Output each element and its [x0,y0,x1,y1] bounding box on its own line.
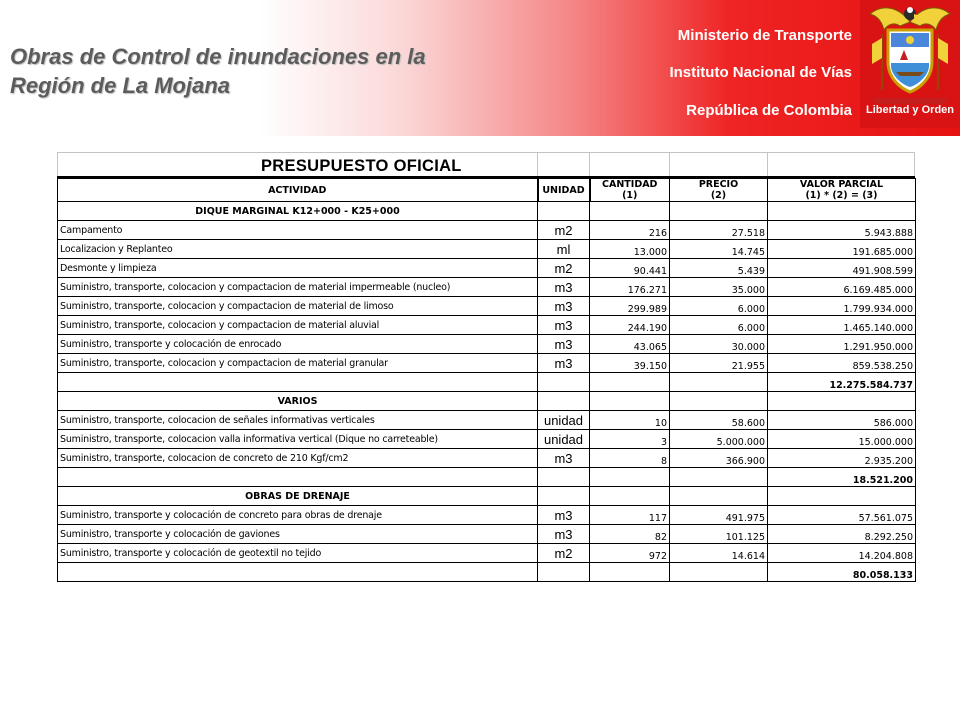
table-row [58,411,916,430]
unit-cell: m2 [538,544,590,563]
subtotal-value: 80.058.133 [768,563,916,582]
unit-cell: unidad [538,430,590,449]
activity-cell: Suministro, transporte, colocacion y compactacion de material granular [58,354,538,373]
slide-title [10,42,510,100]
price-cell: 366.900 [670,449,768,468]
quantity-cell: 176.271 [590,278,670,297]
price-cell: 6.000 [670,297,768,316]
price-cell: 101.125 [670,525,768,544]
unit-cell: m3 [538,316,590,335]
quantity-cell: 3 [590,430,670,449]
subtotal-value: 18.521.200 [768,468,916,487]
value-cell: 191.685.000 [768,240,916,259]
price-cell: 6.000 [670,316,768,335]
quantity-cell: 39.150 [590,354,670,373]
activity-cell: Desmonte y limpieza [58,259,538,278]
quantity-cell: 244.190 [590,316,670,335]
value-cell: 6.169.485.000 [768,278,916,297]
subtotal-row [58,468,916,487]
quantity-cell: 8 [590,449,670,468]
coat-of-arms-seal [860,0,960,128]
table-row [58,335,916,354]
table-row [58,430,916,449]
price-cell: 491.975 [670,506,768,525]
activity-cell: Suministro, transporte y colocación de gaviones [58,525,538,544]
subtotal-row [58,563,916,582]
section-title: VARIOS [58,392,538,411]
column-header-row [58,179,916,202]
table-row [58,544,916,563]
col-unit: UNIDAD [538,179,590,202]
unit-cell: m3 [538,278,590,297]
value-cell: 2.935.200 [768,449,916,468]
unit-cell: unidad [538,411,590,430]
price-cell: 14.745 [670,240,768,259]
section-header-row [58,202,916,221]
activity-cell: Suministro, transporte y colocación de enrocado [58,335,538,354]
activity-cell: Campamento [58,221,538,240]
price-cell: 21.955 [670,354,768,373]
unit-cell: ml [538,240,590,259]
table-row [58,278,916,297]
slide-title-line-1: Obras de Control de inundaciones en la [10,44,426,69]
price-cell: 27.518 [670,221,768,240]
slide-title-line-2: Región de La Mojana [10,73,231,98]
price-cell: 5.439 [670,259,768,278]
table-row [58,259,916,278]
quantity-cell: 13.000 [590,240,670,259]
table-row [58,316,916,335]
institute-label: Instituto Nacional de Vías [669,64,852,81]
activity-cell: Suministro, transporte y colocación de concreto para obras de drenaje [58,506,538,525]
activity-cell: Suministro, transporte, colocacion y compactacion de material de limoso [58,297,538,316]
unit-cell: m3 [538,335,590,354]
activity-cell: Localizacion y Replanteo [58,240,538,259]
section-header-row [58,487,916,506]
activity-cell: Suministro, transporte, colocacion de señales informativas verticales [58,411,538,430]
value-cell: 1.291.950.000 [768,335,916,354]
ministry-label: Ministerio de Transporte [677,27,852,44]
price-cell: 14.614 [670,544,768,563]
activity-cell: Suministro, transporte, colocacion y compactacion de material aluvial [58,316,538,335]
value-cell: 8.292.250 [768,525,916,544]
activity-cell: Suministro, transporte y colocación de geotextil no tejido [58,544,538,563]
budget-title: PRESUPUESTO OFICIAL [261,157,462,175]
col-quantity: CANTIDAD (1) [590,179,670,202]
value-cell: 1.465.140.000 [768,316,916,335]
col-price: PRECIO (2) [670,179,768,202]
quantity-cell: 82 [590,525,670,544]
table-row [58,449,916,468]
quantity-cell: 43.065 [590,335,670,354]
unit-cell: m3 [538,525,590,544]
unit-cell: m3 [538,354,590,373]
quantity-cell: 10 [590,411,670,430]
table-row [58,354,916,373]
section-header-row [58,392,916,411]
quantity-cell: 90.441 [590,259,670,278]
seal-motto: Libertad y Orden [865,104,955,116]
budget-title-row [57,152,915,178]
activity-cell: Suministro, transporte, colocacion de concreto de 210 Kgf/cm2 [58,449,538,468]
activity-cell: Suministro, transporte, colocacion y compactacion de material impermeable (nucleo) [58,278,538,297]
value-cell: 491.908.599 [768,259,916,278]
unit-cell: m2 [538,221,590,240]
table-row [58,297,916,316]
slide-header [0,0,960,136]
unit-cell: m3 [538,506,590,525]
table-row [58,506,916,525]
budget-table [57,178,916,582]
col-partial-value: VALOR PARCIAL (1) * (2) = (3) [768,179,916,202]
value-cell: 1.799.934.000 [768,297,916,316]
price-cell: 5.000.000 [670,430,768,449]
quantity-cell: 117 [590,506,670,525]
subtotal-value: 12.275.584.737 [768,373,916,392]
col-activity: ACTIVIDAD [58,179,538,202]
quantity-cell: 972 [590,544,670,563]
price-cell: 58.600 [670,411,768,430]
quantity-cell: 216 [590,221,670,240]
value-cell: 15.000.000 [768,430,916,449]
colombia-coat-of-arms-icon [860,0,960,104]
value-cell: 859.538.250 [768,354,916,373]
republic-label: República de Colombia [686,102,852,119]
table-row [58,221,916,240]
value-cell: 586.000 [768,411,916,430]
table-row [58,525,916,544]
unit-cell: m2 [538,259,590,278]
price-cell: 30.000 [670,335,768,354]
unit-cell: m3 [538,297,590,316]
price-cell: 35.000 [670,278,768,297]
quantity-cell: 299.989 [590,297,670,316]
activity-cell: Suministro, transporte, colocacion valla informativa vertical (Dique no carreteable) [58,430,538,449]
unit-cell: m3 [538,449,590,468]
value-cell: 57.561.075 [768,506,916,525]
section-title: DIQUE MARGINAL K12+000 - K25+000 [58,202,538,221]
value-cell: 5.943.888 [768,221,916,240]
section-title: OBRAS DE DRENAJE [58,487,538,506]
table-row [58,240,916,259]
value-cell: 14.204.808 [768,544,916,563]
subtotal-row [58,373,916,392]
